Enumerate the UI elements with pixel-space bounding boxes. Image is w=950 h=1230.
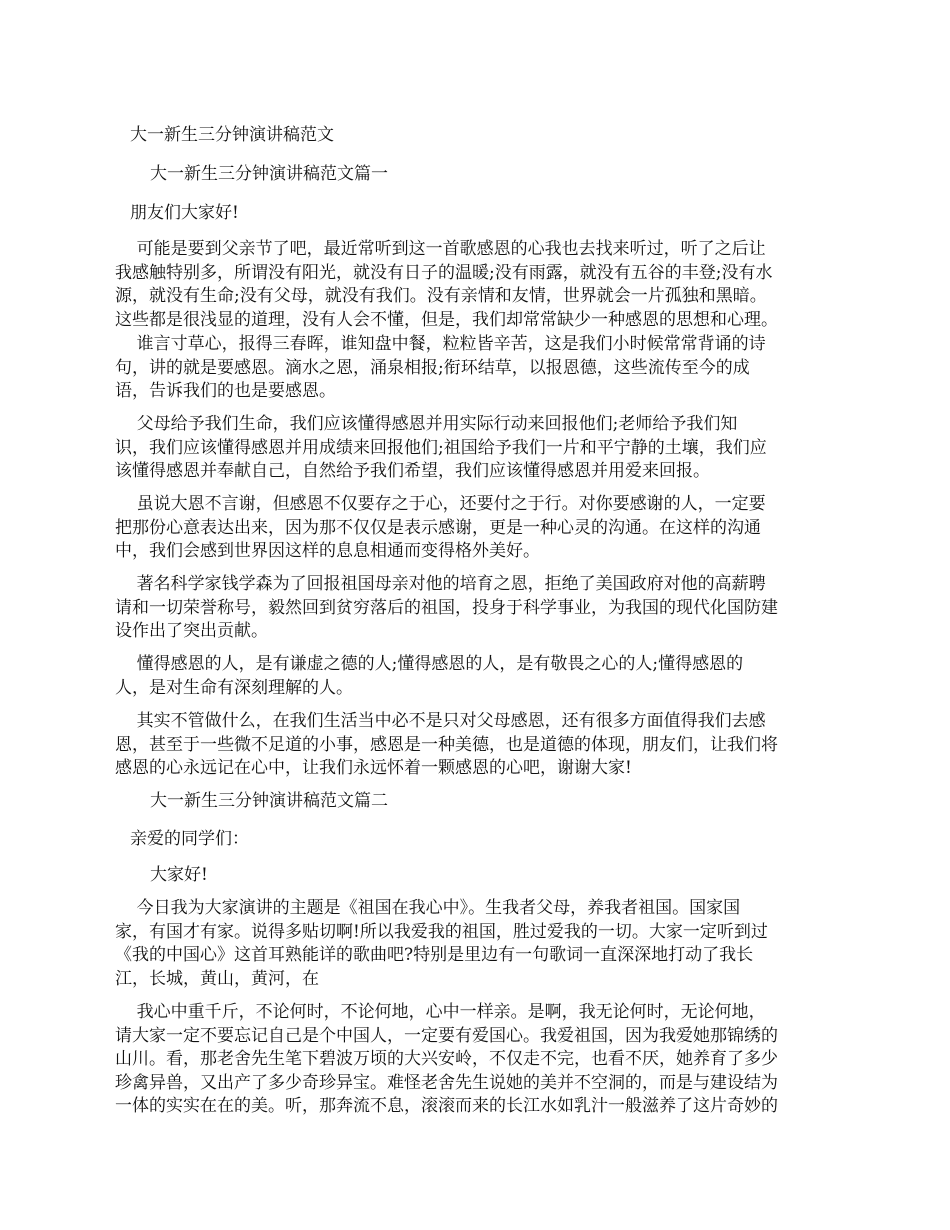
paragraph-line: 珍禽异兽，又出产了多少奇珍异宝。难怪老舍先生说她的美并不空洞的，而是与建设结为 [115,1072,778,1093]
paragraph-line: 懂得感恩的人，是有谦虚之德的人;懂得感恩的人，是有敬畏之心的人;懂得感恩的 [115,654,744,674]
section-heading-one: 大一新生三分钟演讲稿范文篇一 [150,164,388,184]
paragraph [115,897,845,991]
paragraph [115,238,845,332]
paragraph-line: 语，告诉我们的也是要感恩。 [115,381,336,401]
paragraph [115,710,845,781]
paragraph-line: 虽说大恩不言谢，但感恩不仅要存之于心，还要付之于行。对你要感谢的人，一定要 [115,494,766,514]
greeting-one: 朋友们大家好! [130,203,239,223]
paragraph-line: 父母给予我们生命，我们应该懂得感恩并用实际行动来回报他们;老师给予我们知 [115,414,738,434]
section-heading-two: 大一新生三分钟演讲稿范文篇二 [150,791,388,811]
paragraph-line: 人，是对生命有深刻理解的人。 [115,677,353,698]
paragraph [115,653,845,700]
paragraph-line: 《我的中国心》这首耳熟能详的歌曲吧?特别是里边有一句歌词一直深深地打动了我长 [115,945,754,965]
paragraph-line: 今日我为大家演讲的主题是《祖国在我心中》。生我者父母，养我者祖国。国家国 [115,898,741,918]
greeting-two: 亲爱的同学们： [130,829,249,849]
paragraph-line: 感恩的心永远记在心中，让我们永远怀着一颗感恩的心吧，谢谢大家! [115,758,632,778]
paragraph [115,1001,845,1119]
paragraph-line: 著名科学家钱学森为了回报祖国母亲对他的培育之恩，拒绝了美国政府对他的高薪聘 [115,574,766,594]
paragraph-line: 家，有国才有家。说得多贴切啊!所以我爱我的祖国，胜过爱我的一切。大家一定听到过 [115,921,768,942]
paragraph-line: 我心中重千斤，不论何时，不论何地，心中一样亲。是啊，我无论何时，无论何地， [115,1002,766,1022]
paragraph-line: 恩，甚至于一些微不足道的小事，感恩是一种美德，也是道德的体现，朋友们，让我们将 [115,734,778,755]
paragraph-line: 其实不管做什么，在我们生活当中必不是只对父母感恩，还有很多方面值得我们去感 [115,711,766,731]
paragraph-line: 山川。看，那老舍先生笔下碧波万顷的大兴安岭，不仅走不完，也看不厌，她养育了多少 [115,1049,778,1069]
paragraph-line: 可能是要到父亲节了吧，最近常听到这一首歌感恩的心我也去找来听过，听了之后让 [115,239,766,259]
paragraph-line: 识，我们应该懂得感恩并用成绩来回报他们;祖国给予我们一片和平宁静的土壤，我们应 [115,437,767,458]
paragraph-line: 谁言寸草心，报得三春晖，谁知盘中餐，粒粒皆辛苦，这是我们小时候常常背诵的诗 [115,334,766,354]
paragraph-line: 中，我们会感到世界因这样的息息相通而变得格外美好。 [115,541,540,561]
paragraph-line: 江，长城，黄山，黄河，在 [115,968,319,989]
paragraph-line: 把那份心意表达出来，因为那不仅仅是表示感谢，更是一种心灵的沟通。在这样的沟通 [115,517,761,538]
paragraph-line: 句，讲的就是要感恩。滴水之恩，涌泉相报;衔环结草，以报恩德，这些流传至今的成 [115,357,750,378]
paragraph [115,413,845,484]
document-title: 大一新生三分钟演讲稿范文 [130,125,334,145]
paragraph-line: 设作出了突出贡献。 [115,621,268,641]
paragraph [115,493,845,564]
paragraph-line: 请和一切荣誉称号，毅然回到贫穷落后的祖国，投身于科学事业，为我国的现代化国防建 [115,597,778,618]
greeting-three: 大家好! [150,865,208,885]
paragraph-line: 请大家一定不要忘记自己是个中国人，一定要有爱国心。我爱祖国，因为我爱她那锦绣的 [115,1025,778,1046]
paragraph-line: 这些都是很浅显的道理，没有人会不懂，但是，我们却常常缺少一种感恩的思想和心理。 [115,309,778,330]
paragraph-line: 我感触特别多，所谓没有阳光，就没有日子的温暖;没有雨露，就没有五谷的丰登;没有水 [115,262,773,283]
paragraph-line: 该懂得感恩并奉献自己，自然给予我们希望，我们应该懂得感恩并用爱来回报。 [115,461,710,481]
paragraph-line: 源，就没有生命;没有父母，就没有我们。没有亲情和友情，世界就会一片孤独和黑暗。 [115,286,767,306]
paragraph [115,333,845,404]
paragraph-line: 一体的实实在在的美。听，那奔流不息，滚滚而来的长江水如乳汁一般滋养了这片奇妙的 [115,1096,778,1116]
paragraph [115,573,845,644]
